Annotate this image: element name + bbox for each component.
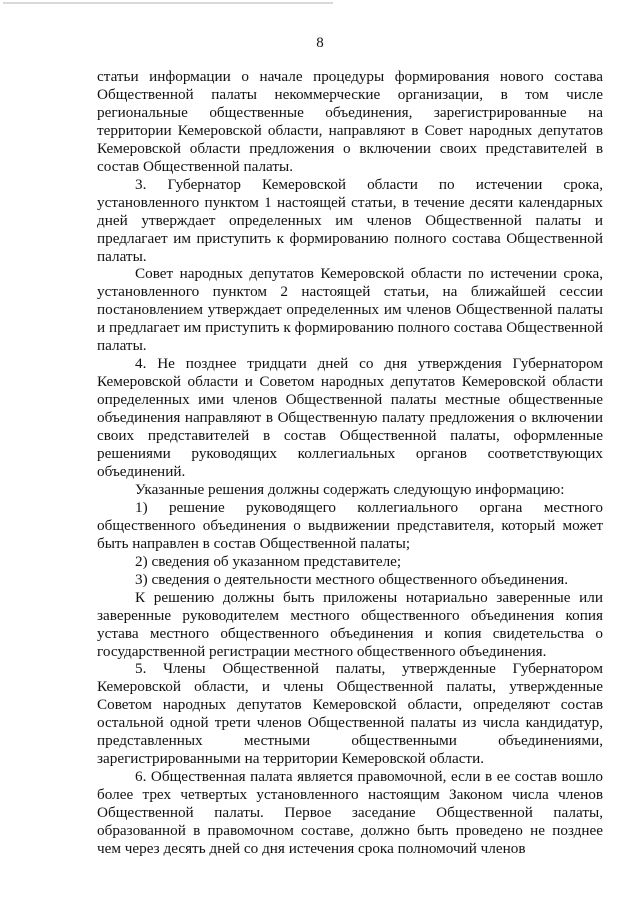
- paragraph-decision-requirements: Указанные решения должны содержать следующую информацию:: [135, 480, 565, 498]
- page-number: 8: [316, 35, 324, 51]
- document-body: [97, 68, 603, 858]
- list-item-3: 3) сведения о деятельности местного общественного объединения.: [135, 570, 569, 588]
- paragraph-continued: статьи информации о начале процедуры формирования нового состава Общественной палаты некоммерческие организации, в том числе региональные общественные объединения, зарегистрированные на территории Кемеровской области, направляют в Совет народных депутатов Кемеровской области предложения о включении своих представителей в состав Общественной палаты.: [97, 68, 603, 175]
- paragraph-item-4: 4. Не позднее тридцати дней со дня утверждения Губернатором Кемеровской области и Советом народных депутатов Кемеровской области определенных ими членов Общественной палаты местные общественные объединения направляют в Общественную палату предложения о включении своих представителей в состав Общественной палаты, оформленные решениями руководящих коллегиальных органов соответствующих объединений.: [97, 355, 603, 480]
- paragraph-item-5: 5. Члены Общественной палаты, утвержденные Губернатором Кемеровской области, и члены Общественной палаты, утвержденные Советом народных депутатов Кемеровской области, определяют состав остальной одной трети членов Общественной палаты из числа кандидатур, представленных местными общественными объединениями, зарегистрированными на территории Кемеровской области.: [97, 660, 603, 768]
- paragraph-item-6: 6. Общественная палата является правомочной, если в ее состав вошло более трех четвертых установленного настоящим Законом числа членов Общественной палаты. Первое заседание Общественной палаты, образованной в правомочном составе, должно быть проведено не позднее чем через десять дней со дня истечения срока полномочий членов: [97, 768, 603, 857]
- scan-edge-line: [3, 2, 333, 4]
- list-item-2: 2) сведения об указанном представителе;: [135, 552, 402, 570]
- list-item-1: 1) решение руководящего коллегиального органа местного общественного объединения о выдвижении представителя, который может быть направлен в состав Общественной палаты;: [97, 498, 603, 552]
- paragraph-attachments: К решению должны быть приложены нотариально заверенные или заверенные руководителем местного общественного объединения копия устава местного общественного объединения и копия свидетельства о государственной регистрации местного общественного объединения.: [97, 588, 603, 660]
- paragraph-item-3: 3. Губернатор Кемеровской области по истечении срока, установленного пунктом 1 настоящей статьи, в течение десяти календарных дней утверждает определенных им членов Общественной палаты и предлагает им приступить к формированию полного состава Общественной палаты.: [97, 175, 603, 265]
- paragraph-council-approval: Совет народных депутатов Кемеровской области по истечении срока, установленного пунктом 2 настоящей статьи, на ближайшей сессии постановлением утверждает определенных им членов Общественной палаты и предлагает им приступить к формированию полного состава Общественной палаты.: [97, 265, 603, 355]
